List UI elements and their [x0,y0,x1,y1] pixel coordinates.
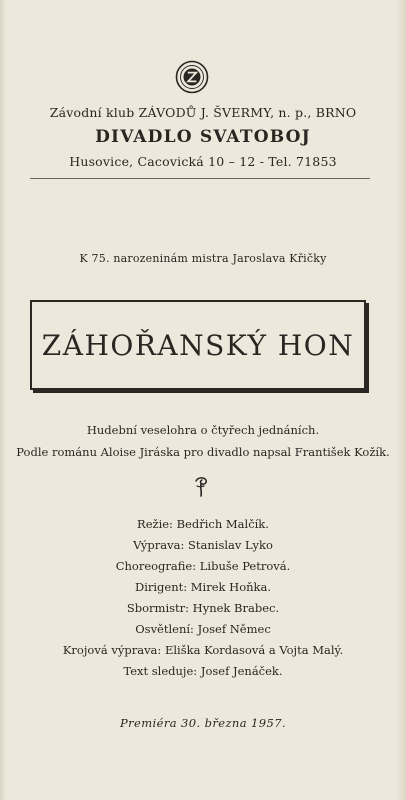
credit-line: Dirigent: Mirek Hoňka. [134,580,272,594]
dedication-line: K 75. narozeninám mistra Jaroslava Křičky [79,252,327,265]
club-emblem-icon [175,60,209,94]
theatre-address: Husovice, Cacovická 10 – 12 - Tel. 71853 [69,154,337,169]
credits-list [0,514,406,682]
credit-line: Text sleduje: Josef Jenáček. [123,664,283,678]
premiere-date: Premiéra 30. března 1957. [120,716,286,730]
genre-line: Hudební veselohra o čtyřech jednáních. [86,423,320,437]
credit-line: Choreografie: Libuše Petrová. [115,559,291,573]
credit-line: Osvětlení: Josef Němec [135,622,271,636]
club-name: Závodní klub ZÁVODŮ J. ŠVERMY, n. p., BRNO [49,105,357,120]
credit-line: Krojová výprava: Eliška Kordasová a Vojta Malý. [62,643,344,657]
credit-line: Režie: Bedřich Malčík. [137,517,269,531]
theatre-name: DIVADLO SVATOBOJ [95,127,311,147]
credit-line: Výprava: Stanislav Lyko [133,538,273,552]
title-frame [30,300,366,390]
flourish-ornament-icon [192,476,210,498]
source-line: Podle románu Aloise Jiráska pro divadlo napsal František Kožík. [16,445,390,459]
header-divider [30,178,370,179]
play-title: ZÁHOŘANSKÝ HON [41,328,355,362]
credit-line: Sbormistr: Hynek Brabec. [126,601,280,615]
